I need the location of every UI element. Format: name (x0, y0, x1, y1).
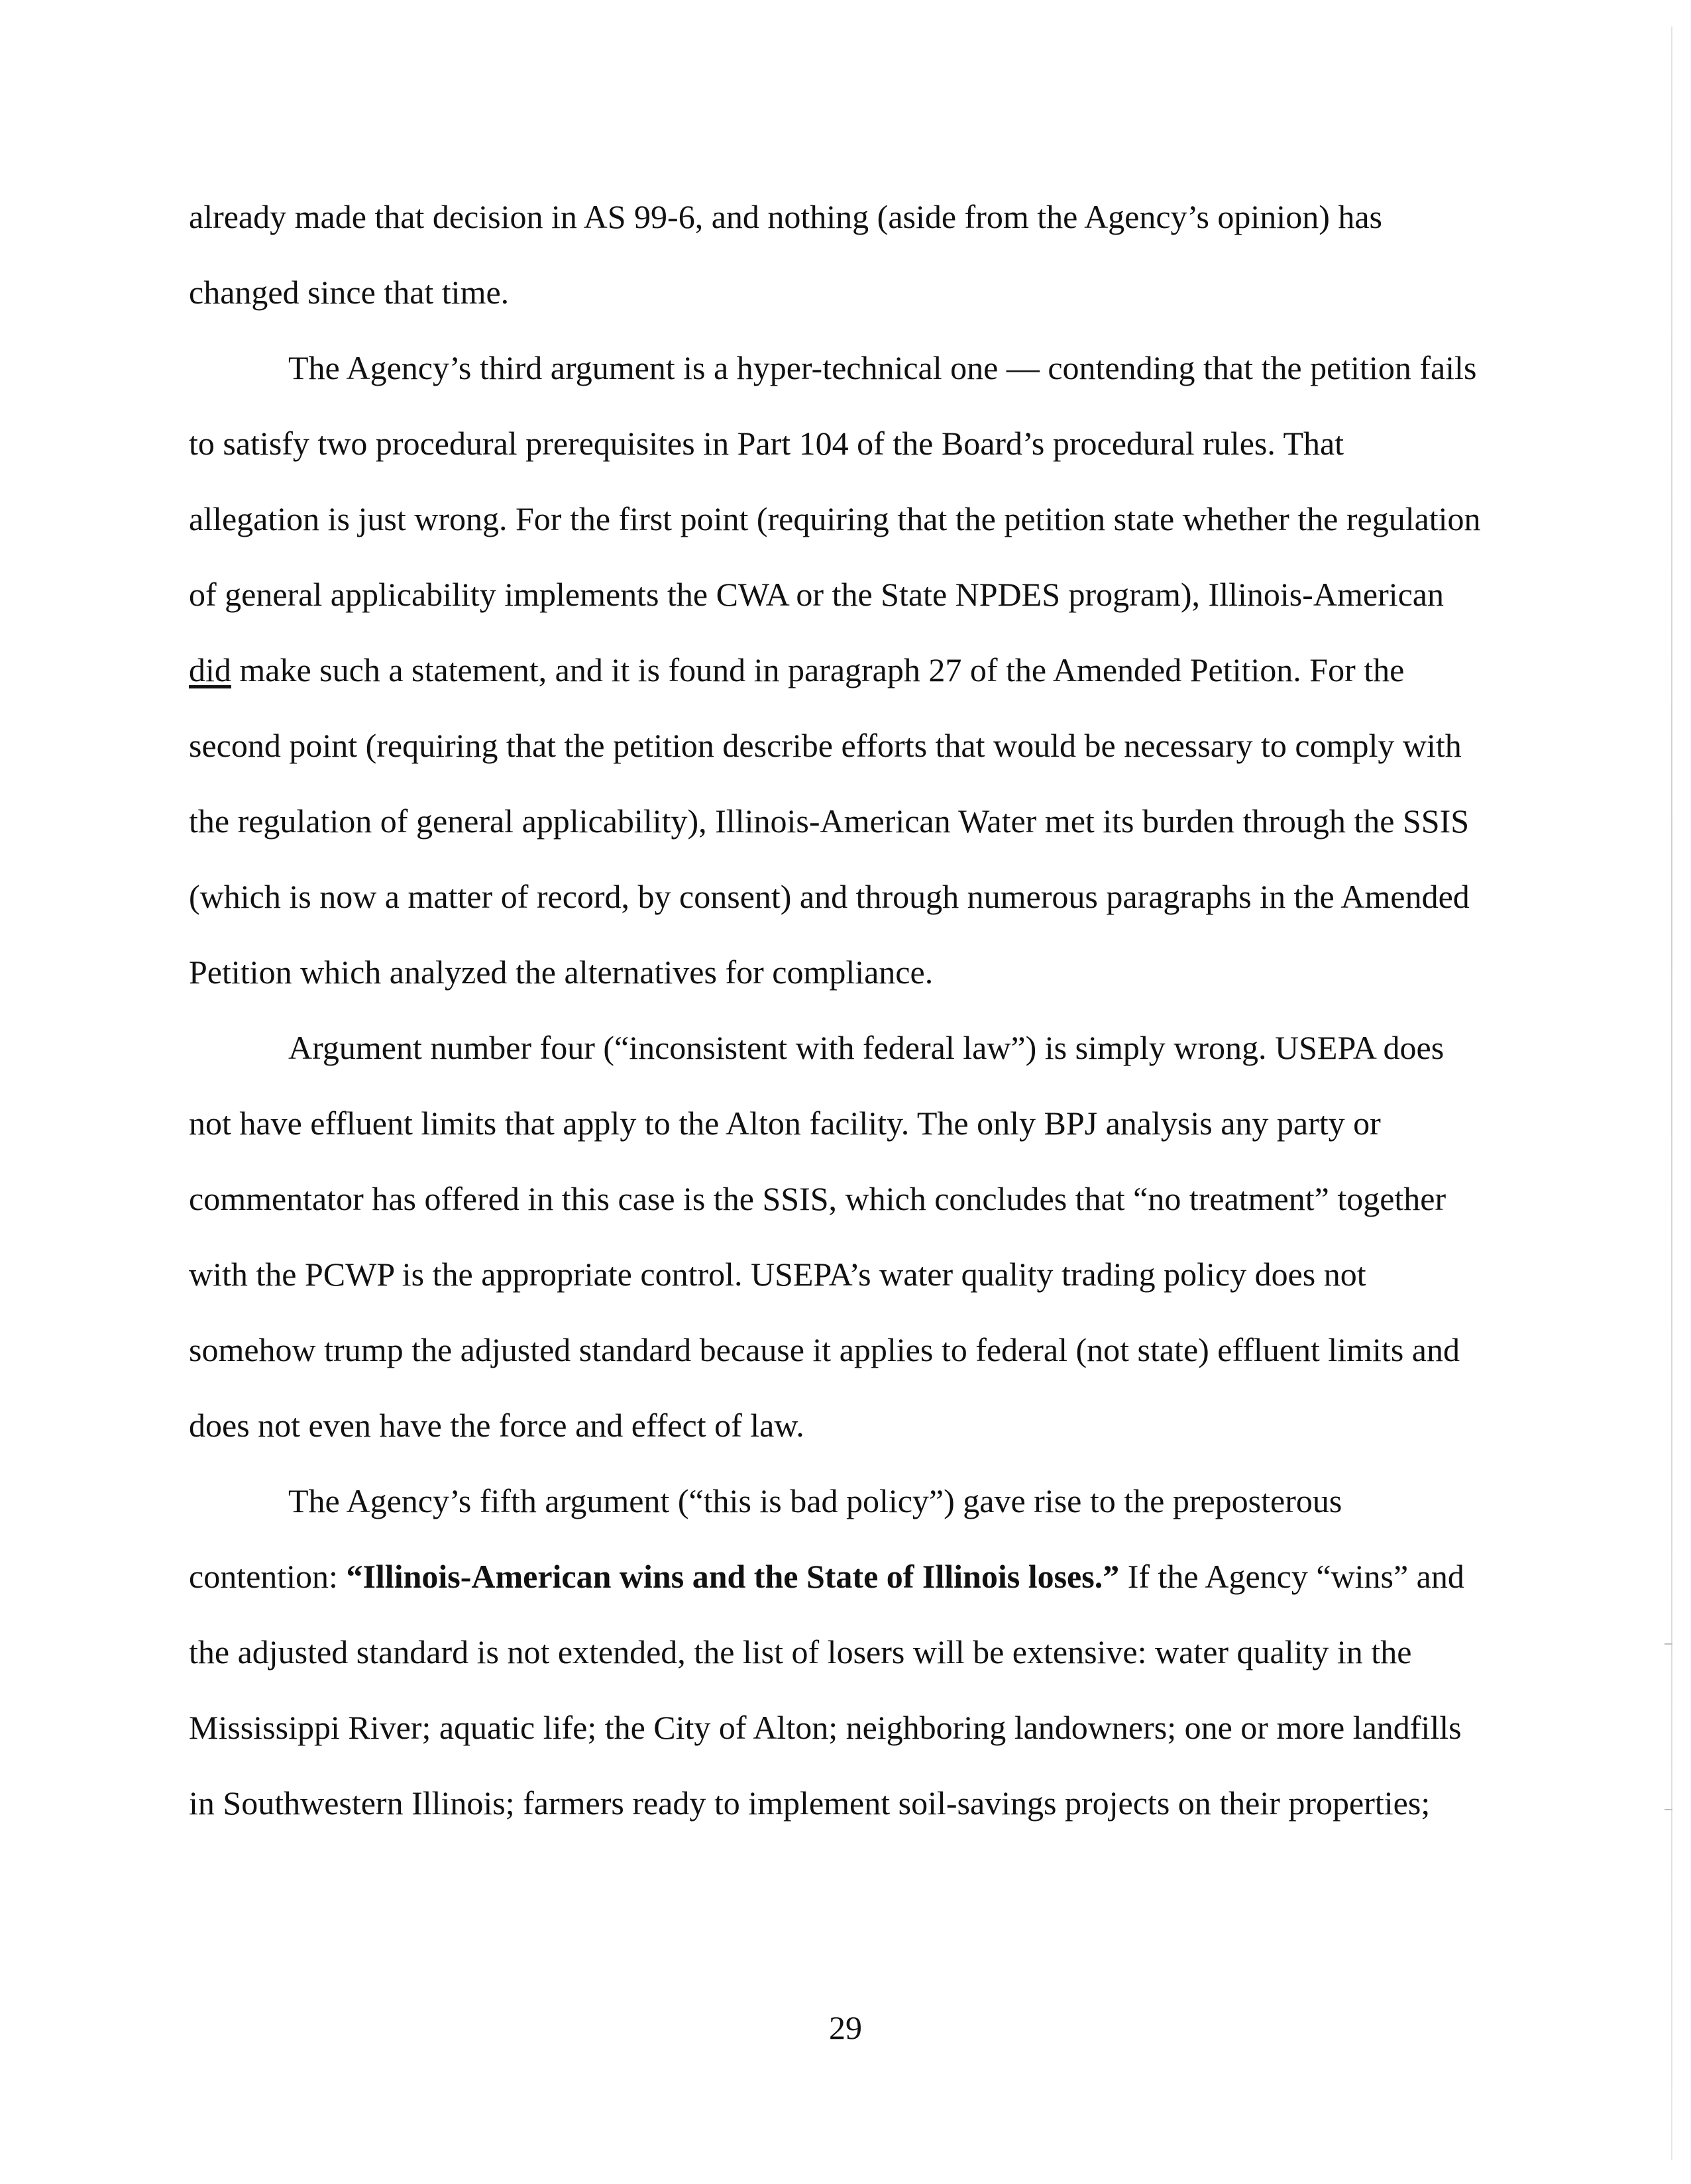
paragraph-1-text: already made that decision in AS 99-6, and nothing (aside from the Agency’s opinion) has changed since that time. (189, 198, 1383, 311)
paragraph-4-text-part-2: If the Agency “wins” and the adjusted standard is not extended, the list of losers will be extensive: water quality in the Mississippi River; aquatic life; the City of Alton; neighboring landowners; one or more landfills in Southwestern Illinois; farmers ready to implement soil-savings projects on their properties; (189, 1558, 1464, 1822)
document-body (189, 179, 1481, 1841)
scan-edge-tick (1664, 1643, 1672, 1645)
paragraph-2-text-part-1: The Agency’s third argument is a hyper-technical one — contending that the petition fails to satisfy two procedural prerequisites in Part 104 of the Board’s procedural rules. That allegation is just wrong. For the first point (requiring that the petition state whether the regulation of general applicability implements the CWA or the State NPDES program), Illinois-American (189, 349, 1481, 613)
scan-edge-tick (1664, 1809, 1672, 1810)
bold-quoted-contention: “Illinois-American wins and the State of Illinois loses.” (346, 1558, 1120, 1595)
paragraph-4-text-part-1: The Agency’s fifth argument (“this is bad policy”) gave rise to the preposterous contention: (189, 1482, 1342, 1595)
paragraph-3 (189, 1010, 1481, 1463)
page-number: 29 (829, 2009, 862, 2046)
paragraph-3-text: Argument number four (“inconsistent with federal law”) is simply wrong. USEPA does not have effluent limits that apply to the Alton facility. The only BPJ analysis any party or commentator has offered in this case is the SSIS, which concludes that “no treatment” together with the PCWP is the appropriate control. USEPA’s water quality trading policy does not somehow trump the adjusted standard because it applies to federal (not state) effluent limits and does not even have the force and effect of law. (189, 1029, 1460, 1444)
paragraph-2-text-part-2: make such a statement, and it is found in paragraph 27 of the Amended Petition. For the second point (requiring that the petition describe efforts that would be necessary to comply with the regulation of general applicability), Illinois-American Water met its burden through the SSIS (which is now a matter of record, by consent) and through numerous paragraphs in the Amended Petition which analyzed the alternatives for compliance. (189, 651, 1470, 991)
underlined-emphasis-did: did (189, 651, 231, 688)
paragraph-2 (189, 330, 1481, 1010)
paragraph-4 (189, 1463, 1481, 1841)
paragraph-1 (189, 179, 1481, 330)
scan-edge-line (1671, 27, 1672, 2160)
